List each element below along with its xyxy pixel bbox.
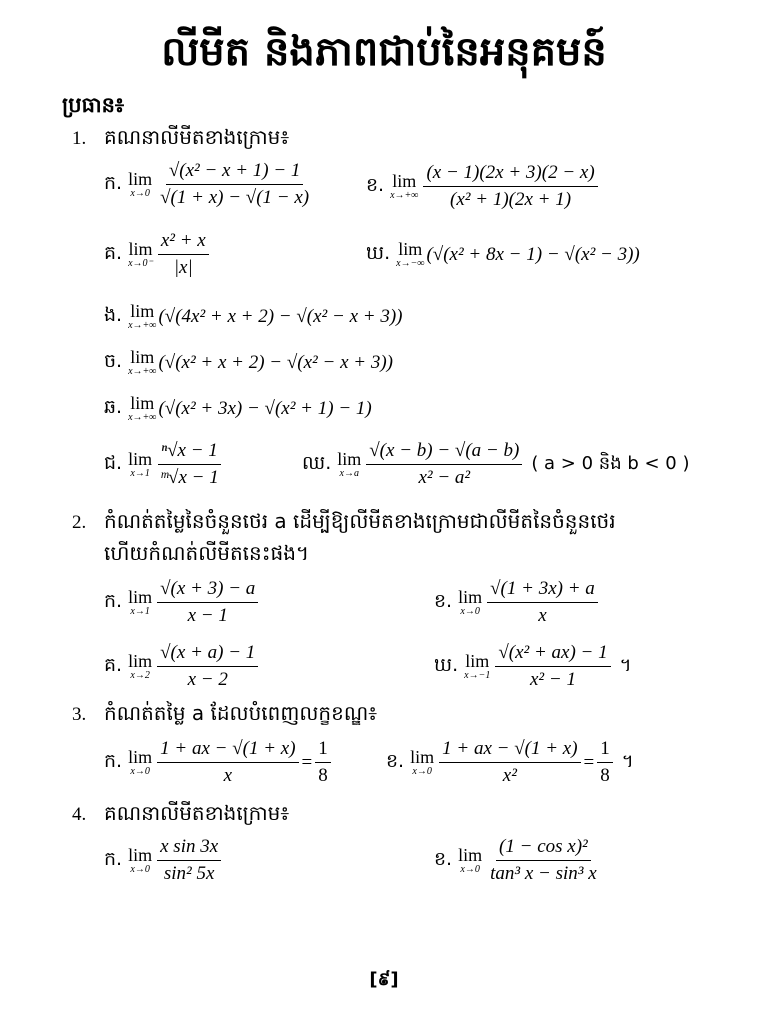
fraction: $\frac{√(1 + 3x) + a}{x}$ <box>487 578 598 627</box>
item-label: ង. <box>104 303 123 326</box>
item-label: ឃ. <box>366 241 391 264</box>
item-label: ក. <box>104 749 123 772</box>
fraction: $\frac{√(x + 3) - a}{x - 1}$ <box>157 578 258 627</box>
fraction: $\frac{\text{√(x² − x + 1) − 1}}{√(1 + x) - √(1 - x)}$ <box>160 160 310 208</box>
page-number: [៩] <box>369 969 399 990</box>
question-2-continuation: ហើយកំណត់លីមីតនេះផង។ <box>104 541 310 565</box>
item-label: ខ. <box>434 589 453 612</box>
question-text: កំណត់តម្លៃនៃចំនួនថេរ a ដើម្បីឱ្យលីមីតខាងក្រោមជាលីមីតនៃចំនួនថេរ <box>104 509 616 533</box>
q1-item-i <box>302 440 690 489</box>
item-label: ជ. <box>104 451 123 474</box>
rhs-fraction: $\frac{1}{8}$ <box>597 738 613 787</box>
item-label: ឆ. <box>104 395 123 418</box>
limit-operator: lim x→+∞ <box>128 347 157 377</box>
fraction: $\frac{\text{x sin 3x}}{\text{sin² 5x}}$ <box>157 836 221 885</box>
equals-sign: = <box>301 751 313 773</box>
item-label: ឃ. <box>434 653 459 676</box>
question-number: 2. <box>72 512 87 533</box>
q2-item-c <box>104 642 261 691</box>
item-label: គ. <box>104 241 123 264</box>
question-3 <box>72 700 377 730</box>
limit-operator: lim x→0 <box>128 845 153 875</box>
fraction: $\frac{1 + ax - √(1 + x)}{\text{x²}}$ <box>439 738 580 787</box>
q1-item-d <box>366 240 640 269</box>
limit-operator: lim x→0 <box>410 747 435 777</box>
q1-item-a <box>104 160 315 209</box>
fraction: $\frac{√(x - b) - √(a - b)}{\text{x² − a²}}$ <box>366 440 522 489</box>
fraction: $\frac{\text{x² + x}}{|x|}$ <box>158 230 209 279</box>
end-mark: ។ <box>619 655 632 676</box>
limit-operator: lim x→−∞ <box>396 239 425 269</box>
question-4 <box>72 800 289 830</box>
item-label: ខ. <box>386 749 405 772</box>
q4-item-a <box>104 836 224 885</box>
q3-item-a <box>104 738 334 787</box>
q2-item-a <box>104 578 261 627</box>
q4-item-b <box>434 836 603 885</box>
item-label: ច. <box>104 349 123 372</box>
question-text: គណនាលីមីតខាងក្រោម៖ <box>104 801 290 825</box>
item-label: គ. <box>104 653 123 676</box>
fraction: $\frac{\text{√(x² + ax) − 1}}{\text{x² − 1}}$ <box>495 642 610 691</box>
q3-item-b <box>386 738 634 787</box>
question-text: កំណត់តម្លៃ a ដែលបំពេញលក្ខខណ្ឌ៖ <box>104 701 378 725</box>
fraction: $\frac{\text{ⁿ√x − 1}}{\text{ᵐ√x − 1}}$ <box>157 440 222 489</box>
section-heading: ប្រធាន៖ <box>62 93 125 117</box>
q1-item-e <box>104 302 403 331</box>
q2-item-b <box>434 578 601 627</box>
q1-item-g <box>104 394 372 423</box>
limit-operator: lim x→−1 <box>464 651 491 681</box>
expression: (√(4x² + x + 2) − √(x² − x + 3)) <box>158 305 403 327</box>
q1-item-b <box>366 162 601 211</box>
question-number: 3. <box>72 704 87 725</box>
question-2 <box>72 508 616 538</box>
q1-item-c <box>104 230 212 279</box>
item-label: ក. <box>104 589 123 612</box>
rhs-fraction: $\frac{1}{8}$ <box>315 738 331 787</box>
question-number: 1. <box>72 128 87 149</box>
question-number: 4. <box>72 804 87 825</box>
limit-operator: lim x→0 <box>458 845 483 875</box>
limit-operator: lim x→0 <box>128 747 153 777</box>
item-label: ឈ. <box>302 451 332 474</box>
expression: (√(x² + x + 2) − √(x² − x + 3)) <box>158 351 393 373</box>
expression: (√(x² + 8x − 1) − √(x² − 3)) <box>426 243 640 265</box>
question-1 <box>72 124 289 154</box>
fraction: $\frac{1 + ax - √(1 + x)}{x}$ <box>157 738 298 787</box>
limit-operator: lim x→+∞ <box>128 301 157 331</box>
condition-note: ( a > 0 និង b < 0 ) <box>531 453 690 474</box>
fraction: $\frac{\text{(1 − cos x)²}}{\text{tan³ x − sin³ x}}$ <box>490 836 597 884</box>
end-mark: ។ <box>621 751 634 772</box>
fraction: $\frac{√(x + a) - 1}{x - 2}$ <box>157 642 258 691</box>
limit-operator: lim x→2 <box>128 651 153 681</box>
limit-operator: lim x→0 <box>458 587 483 617</box>
limit-operator: lim x→0⁻ <box>128 239 153 269</box>
limit-operator: lim x→+∞ <box>128 393 157 423</box>
item-label: ខ. <box>434 847 453 870</box>
limit-operator: lim x→1 <box>128 449 153 479</box>
limit-operator: lim x→+∞ <box>390 171 419 201</box>
q1-item-h <box>104 440 225 489</box>
page-title: លីមីត និងភាពជាប់នៃអនុគមន៍ <box>161 29 607 75</box>
q1-item-f <box>104 348 393 377</box>
expression: (√(x² + 3x) − √(x² + 1) − 1) <box>158 397 372 419</box>
limit-operator: lim x→a <box>337 449 362 479</box>
question-text: គណនាលីមីតខាងក្រោម៖ <box>104 125 290 149</box>
q2-item-d <box>434 642 632 691</box>
item-label: ក. <box>104 171 123 194</box>
limit-operator: lim x→0 <box>128 169 153 199</box>
equals-sign: = <box>583 751 595 773</box>
item-label: ខ. <box>366 173 385 196</box>
limit-operator: lim x→1 <box>128 587 153 617</box>
fraction: $\frac{(x - 1)(2x + 3)(2 - x)}{\text{(x² + 1)(2x + 1)}}$ <box>423 162 597 211</box>
item-label: ក. <box>104 847 123 870</box>
